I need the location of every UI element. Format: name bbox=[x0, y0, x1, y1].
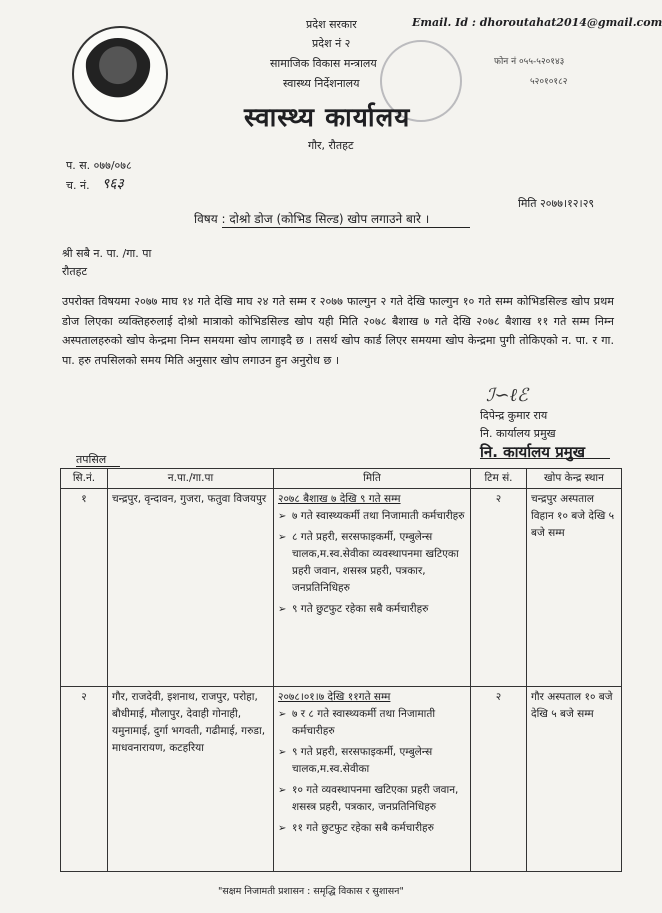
schedule-table bbox=[60, 468, 622, 872]
letter-body: उपरोक्त विषयमा २०७७ माघ १४ गते देखि माघ २४ गते सम्म र २०७७ फाल्गुन २ गते देखि फाल्गुन १० गते सम्म कोभिडसिल्ड खोप प्रथम डोज लिएका व्यक्तिहरुलाई दोश्रो मात्राको कोभिडसिल्ड खोप यही मिति २०७८ बैशाख ७ गते देखि २०७८ बैशाख ११ गते सम्म निम्न अस्पतालहरुको खोप केन्द्रमा निम्न समयमा खोप लागाइदै छ । तसर्थ खोप कार्ड लिएर समयमा खोप केन्द्रमा पुगी तोकिएको न. पा. र गा. पा. हरु तपसिलको समय मिति अनुसार खोप लगाउन हुन अनुरोध छ । bbox=[62, 295, 614, 367]
recipient-line-2: रौतहट bbox=[62, 265, 88, 278]
list-item: ➢ ७ गते स्वास्थ्यकर्मी तथा निजामाती कर्मचारीहरु bbox=[292, 508, 466, 525]
phone-line-1: फोन नं ०५५-५२०१४३ bbox=[494, 57, 565, 67]
list-item: ➢ ७ र ८ गते स्वास्थ्यकर्मी तथा निजामाती कर्मचारीहरु bbox=[292, 706, 466, 740]
list-item: ➢ ८ गते प्रहरी, सरसफाइकर्मी, एम्बुलेन्स चालक,म.स्व.सेवीका व्यवस्थापनमा खटिएका प्रहरी जवान, शसस्त्र प्रहरी, पत्रकार, जनप्रतिनिधिहरु bbox=[292, 529, 466, 597]
signature-mark: ℐ∽ℓℰ bbox=[486, 385, 528, 406]
row-date-list bbox=[278, 508, 466, 618]
office-head-title: नि. कार्यालय प्रमुख bbox=[480, 443, 585, 461]
row-team: २ bbox=[471, 687, 527, 872]
list-item: ➢ ९ गते छुटफुट रहेका सबै कर्मचारीहरु bbox=[292, 601, 466, 618]
gov-line-4: स्वास्थ्य निर्देशनालय bbox=[283, 77, 360, 90]
tapsil-label: तपसिल bbox=[76, 453, 107, 466]
row-date-heading: २०७८।०१।७ देखि ११गते सम्म bbox=[278, 691, 391, 703]
row-sn: २ bbox=[61, 687, 108, 872]
header-sn: सि.नं. bbox=[61, 469, 108, 489]
row-center: चन्द्रपुर अस्पताल विहान १० बजे देखि ५ बजे सम्म bbox=[527, 489, 622, 687]
letter-date: मिति २०७७।१२।२९ bbox=[518, 197, 595, 210]
row-municipalities: चन्द्रपुर, वृन्दावन, गुजरा, फतुवा विजयपुर bbox=[108, 489, 274, 687]
subject-underline bbox=[222, 227, 470, 228]
row-date-heading: २०७८ बैशाख ७ देखि ९ गते सम्म bbox=[278, 493, 401, 505]
table-row bbox=[61, 489, 622, 687]
letter-subject: विषय : दोश्रो डोज (कोभिड सिल्ड) खोप लगाउने बारे । bbox=[194, 212, 430, 226]
letter-ps-number: प. स. ०७७/०७८ bbox=[66, 159, 132, 172]
row-date-list bbox=[278, 706, 466, 837]
phone-line-2: ५२०१०१८२ bbox=[530, 77, 568, 87]
signatory-designation: नि. कार्यालय प्रमुख bbox=[480, 427, 556, 440]
header-municipality: न.पा./गा.पा bbox=[108, 469, 274, 489]
footer-motto: "सक्षम निजामती प्रशासन : समृद्धि विकास र सुशासन" bbox=[218, 886, 404, 897]
row-team: २ bbox=[471, 489, 527, 687]
row-center: गौर अस्पताल १० बजे देखि ५ बजे सम्म bbox=[527, 687, 622, 872]
letter-cn-label: च. नं. bbox=[66, 179, 90, 192]
row-sn: १ bbox=[61, 489, 108, 687]
row-date-cell bbox=[274, 687, 471, 872]
header-center: खोप केन्द्र स्थान bbox=[527, 469, 622, 489]
gov-line-1: प्रदेश सरकार bbox=[306, 18, 357, 31]
tapsil-underline bbox=[76, 466, 120, 467]
row-municipalities: गौर, राजदेवी, इशनाथ, राजपुर, परोहा, बौधीमाई, मौलापुर, देवाही गोनाही, यमुनामाई, दुर्गा भगवती, गढीमाई, गरुडा, माधवनारायण, कटहरिया bbox=[108, 687, 274, 872]
table-header-row bbox=[61, 469, 622, 489]
office-head-underline bbox=[480, 458, 610, 459]
table-row bbox=[61, 687, 622, 872]
header-team: टिम सं. bbox=[471, 469, 527, 489]
recipient-line-1: श्री सबै न. पा. /गा. पा bbox=[62, 247, 152, 260]
gov-line-3: सामाजिक विकास मन्त्रालय bbox=[270, 57, 377, 70]
signatory-name: दिपेन्द्र कुमार राय bbox=[480, 409, 548, 422]
email-address: Email. Id : dhoroutahat2014@gmail.com bbox=[412, 16, 662, 29]
list-item: ➢ ९ गते प्रहरी, सरसफाइकर्मी, एम्बुलेन्स चालक,म.स्व.सेवीका bbox=[292, 744, 466, 778]
office-name: स्वास्थ्य कार्यालय bbox=[244, 103, 411, 133]
office-location: गौर, रौतहट bbox=[308, 139, 354, 152]
nepal-emblem-logo bbox=[72, 26, 168, 122]
list-item: ➢ १० गते व्यवस्थापनमा खटिएका प्रहरी जवान, शसस्त्र प्रहरी, पत्रकार, जनप्रतिनिधिहरु bbox=[292, 782, 466, 816]
letter-cn-number: ९६३ bbox=[102, 176, 124, 192]
list-item: ➢ ११ गते छुटफुट रहेका सबै कर्मचारीहरु bbox=[292, 820, 466, 837]
row-date-cell bbox=[274, 489, 471, 687]
header-date: मिति bbox=[274, 469, 471, 489]
gov-line-2: प्रदेश नं २ bbox=[312, 37, 351, 50]
